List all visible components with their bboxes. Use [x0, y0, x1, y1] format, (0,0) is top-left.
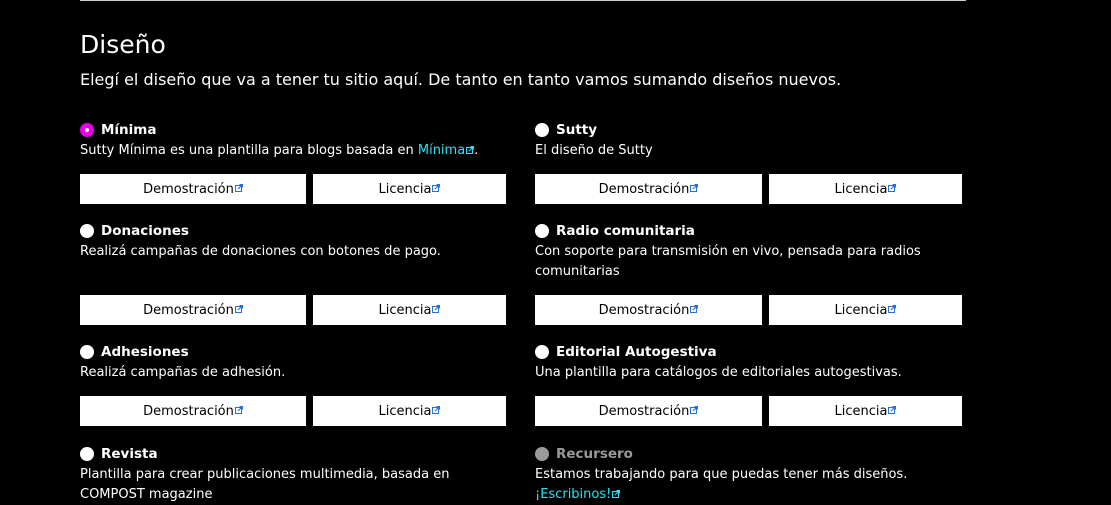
radio-editorial-autogestiva[interactable]	[535, 345, 549, 359]
design-name: Recursero	[556, 446, 633, 462]
demo-button[interactable]: Demostración	[535, 295, 762, 325]
radio-sutty[interactable]	[535, 123, 549, 137]
external-link-icon	[888, 184, 896, 192]
license-button[interactable]: Licencia	[313, 396, 506, 426]
design-description: Sutty Mínima es una plantilla para blogs basada en Mínima .	[80, 143, 479, 158]
external-link-icon	[432, 184, 440, 192]
external-link-icon	[888, 305, 896, 313]
top-divider	[80, 0, 966, 1]
design-option-editorial-autogestiva[interactable]	[535, 342, 965, 383]
editorial-autogestiva-actions	[535, 396, 962, 426]
design-name: Sutty	[556, 122, 598, 138]
license-button[interactable]: Licencia	[769, 396, 962, 426]
sutty-actions	[535, 174, 962, 204]
radio-comunitaria-actions	[535, 295, 962, 325]
minima-actions	[80, 174, 506, 204]
external-link-icon	[235, 184, 243, 192]
design-description: Con soporte para transmisión en vivo, pensada para radios comunitarias	[535, 244, 921, 279]
design-option-sutty[interactable]	[535, 120, 965, 161]
radio-minima[interactable]	[80, 123, 94, 137]
external-link-icon	[690, 184, 698, 192]
design-description: Estamos trabajando para que puedas tener más diseños. ¡Escribinos!	[535, 467, 908, 502]
external-link-icon	[235, 305, 243, 313]
adhesiones-actions	[80, 396, 506, 426]
minima-link[interactable]: Mínima	[418, 143, 474, 158]
design-option-revista[interactable]	[80, 444, 510, 505]
radio-revista[interactable]	[80, 447, 94, 461]
license-button[interactable]: Licencia	[313, 174, 506, 204]
demo-button[interactable]: Demostración	[535, 174, 762, 204]
external-link-icon	[690, 305, 698, 313]
design-description: Una plantilla para catálogos de editoriales autogestivas.	[535, 365, 902, 380]
external-link-icon	[690, 406, 698, 414]
radio-recursero	[535, 447, 549, 461]
external-link-icon	[432, 305, 440, 313]
demo-button[interactable]: Demostración	[80, 396, 306, 426]
radio-donaciones[interactable]	[80, 224, 94, 238]
external-link-icon	[466, 146, 474, 154]
design-option-donaciones[interactable]	[80, 221, 510, 262]
demo-button[interactable]: Demostración	[80, 174, 306, 204]
design-name: Mínima	[101, 122, 157, 138]
radio-adhesiones[interactable]	[80, 345, 94, 359]
design-name: Adhesiones	[101, 344, 189, 360]
external-link-icon	[888, 406, 896, 414]
demo-button[interactable]: Demostración	[535, 396, 762, 426]
design-name: Donaciones	[101, 223, 189, 239]
license-button[interactable]: Licencia	[769, 295, 962, 325]
design-name: Revista	[101, 446, 158, 462]
donaciones-actions	[80, 295, 506, 325]
external-link-icon	[235, 406, 243, 414]
external-link-icon	[612, 490, 620, 498]
design-description: El diseño de Sutty	[535, 143, 653, 158]
license-button[interactable]: Licencia	[769, 174, 962, 204]
design-option-minima[interactable]	[80, 120, 510, 161]
design-description: Realizá campañas de donaciones con botones de pago.	[80, 244, 441, 259]
design-name: Editorial Autogestiva	[556, 344, 717, 360]
demo-button[interactable]: Demostración	[80, 295, 306, 325]
radio-radio-comunitaria[interactable]	[535, 224, 549, 238]
design-option-adhesiones[interactable]	[80, 342, 510, 383]
page-lead: Elegí el diseño que va a tener tu sitio aquí. De tanto en tanto vamos sumando diseños nuevos.	[80, 70, 842, 89]
contact-link[interactable]: ¡Escribinos!	[535, 487, 620, 502]
license-button[interactable]: Licencia	[313, 295, 506, 325]
design-name: Radio comunitaria	[556, 223, 695, 239]
design-option-radio-comunitaria[interactable]	[535, 221, 965, 282]
design-option-recursero	[535, 444, 965, 505]
external-link-icon	[432, 406, 440, 414]
design-description: Plantilla para crear publicaciones multimedia, basada en COMPOST magazine	[80, 467, 450, 502]
design-description: Realizá campañas de adhesión.	[80, 365, 286, 380]
page-title: Diseño	[80, 30, 166, 59]
